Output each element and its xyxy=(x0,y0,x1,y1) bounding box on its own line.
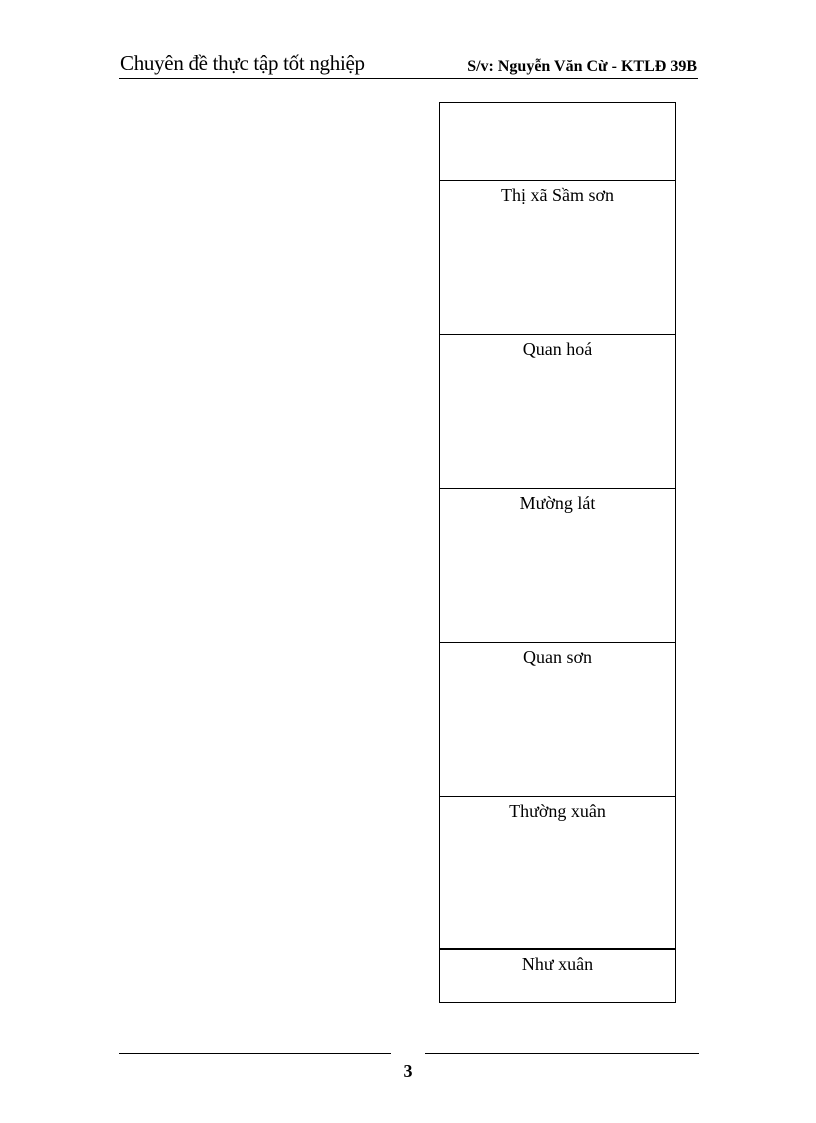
header-title: Chuyên đề thực tập tốt nghiệp xyxy=(120,51,365,75)
table-cell-label: Quan sơn xyxy=(522,647,592,667)
footer-rule-right xyxy=(425,1053,699,1054)
table-cell-label: Thị xã Sầm sơn xyxy=(500,185,614,205)
table-row xyxy=(440,643,675,797)
table-row xyxy=(440,181,675,335)
page-number: 3 xyxy=(403,1061,413,1081)
table-row xyxy=(440,950,675,1002)
page-header xyxy=(119,52,698,79)
table-cell-label: Thường xuân xyxy=(509,801,606,821)
table-cell-label: Như xuân xyxy=(521,954,594,974)
table-row xyxy=(440,335,675,489)
district-table xyxy=(439,102,676,1003)
table-cell-label: Mường lát xyxy=(519,493,596,513)
header-author: S/v: Nguyễn Văn Cừ - KTLĐ 39B xyxy=(467,58,697,75)
footer-rule-left xyxy=(119,1053,391,1054)
table-row xyxy=(440,797,675,950)
table-cell-label: Quan hoá xyxy=(522,339,593,359)
table-row xyxy=(440,489,675,643)
table-row xyxy=(440,103,675,181)
